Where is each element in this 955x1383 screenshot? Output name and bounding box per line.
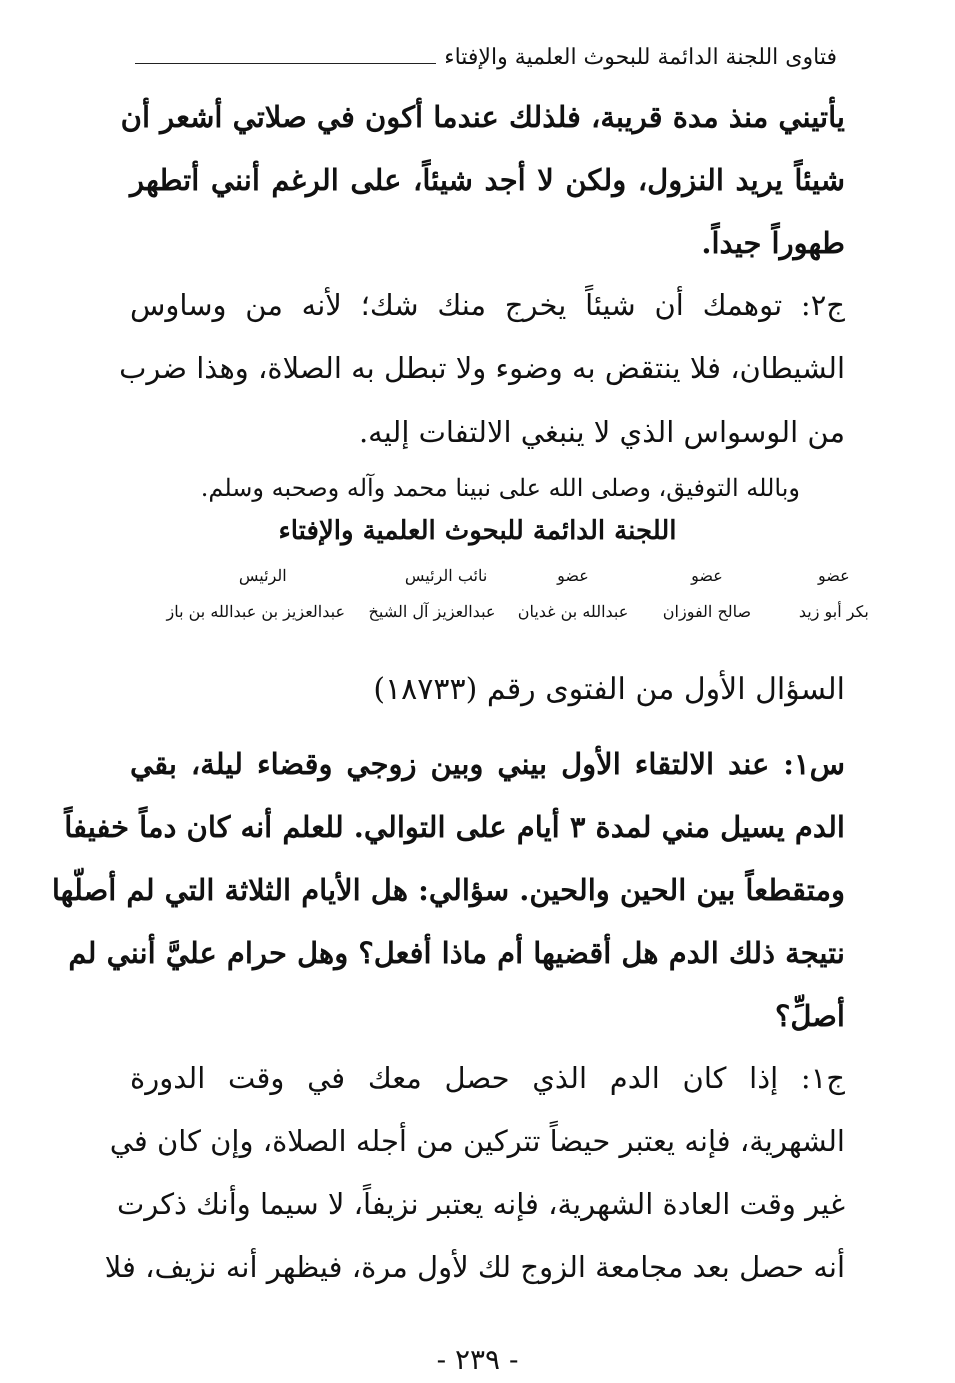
answer-line: أنه حصل بعد مجامعة الزوج لك لأول مرة، فيظهر أنه نزيف، فلا [104, 1250, 845, 1284]
running-header [135, 40, 837, 74]
header-rule [135, 63, 436, 64]
answer-line: ج٢: توهمك أن شيئاً يخرج منك شك؛ لأنه من وساوس [130, 288, 845, 322]
member-role: عضو [818, 566, 850, 585]
answer-line: من الوسواس الذي لا ينبغي الالتفات إليه. [358, 415, 845, 449]
signature-roles [150, 566, 855, 590]
question-line: أصلِّ؟ [774, 999, 845, 1033]
fatwa-heading: السؤال الأول من الفتوى رقم (١٨٧٣٣) [373, 672, 845, 707]
question-line: نتيجة ذلك الدم هل أقضيها أم ماذا أفعل؟ وهل حرام عليَّ أنني لم [68, 936, 845, 970]
member-name: صالح الفوزان [662, 602, 752, 621]
page-number: - ٢٣٩ - [436, 1343, 519, 1376]
member-role: الرئيس [238, 566, 287, 585]
answer-line: ج١: إذا كان الدم الذي حصل معك في وقت الدورة [130, 1061, 845, 1095]
answer-line: غير وقت العادة الشهرية، فإنه يعتبر نزيفاً، لا سيما وأنك ذكرت [116, 1187, 845, 1221]
member-name: عبدالله بن غديان [517, 602, 629, 621]
signature-names [150, 602, 869, 626]
question-line: طهوراً جيداً. [701, 226, 845, 260]
answer-line: الشيطان، فلا ينتقض به وضوء ولا تبطل به الصلاة، وهذا ضرب [119, 351, 845, 385]
member-name: عبدالعزيز بن عبدالله بن باز [166, 602, 346, 621]
answer-line: الشهرية، فإنه يعتبر حيضاً تتركين من أجله الصلاة، وإن كان في [109, 1124, 845, 1158]
question-line: س١: عند الالتقاء الأول بيني وبين زوجي وقضاء ليلة، بقي [130, 747, 845, 781]
member-name: عبدالعزيز آل الشيخ [368, 602, 496, 621]
question-line: يأتيني منذ مدة قريبة، فلذلك عندما أكون في صلاتي أشعر أن [120, 100, 845, 134]
member-role: نائب الرئيس [404, 566, 488, 585]
header-title: فتاوى اللجنة الدائمة للبحوث العلمية والإفتاء [444, 44, 837, 70]
member-name: بكر أبو زيد [798, 602, 869, 621]
closing-formula: وبالله التوفيق، وصلى الله على نبينا محمد وآله وصحبه وسلم. [200, 474, 800, 502]
question-line: الدم يسيل مني لمدة ٣ أيام على التوالي. للعلم أنه كان دماً خفيفاً [64, 810, 845, 844]
question-line: شيئاً يريد النزول، ولكن لا أجد شيئاً، على الرغم أنني أتطهر [130, 163, 845, 197]
committee-name: اللجنة الدائمة للبحوث العلمية والإفتاء [278, 516, 677, 546]
member-role: عضو [691, 566, 723, 585]
member-role: عضو [557, 566, 589, 585]
question-line: ومتقطعاً بين الحين والحين. سؤالي: هل الأيام الثلاثة التي لم أصلّها [51, 873, 845, 907]
